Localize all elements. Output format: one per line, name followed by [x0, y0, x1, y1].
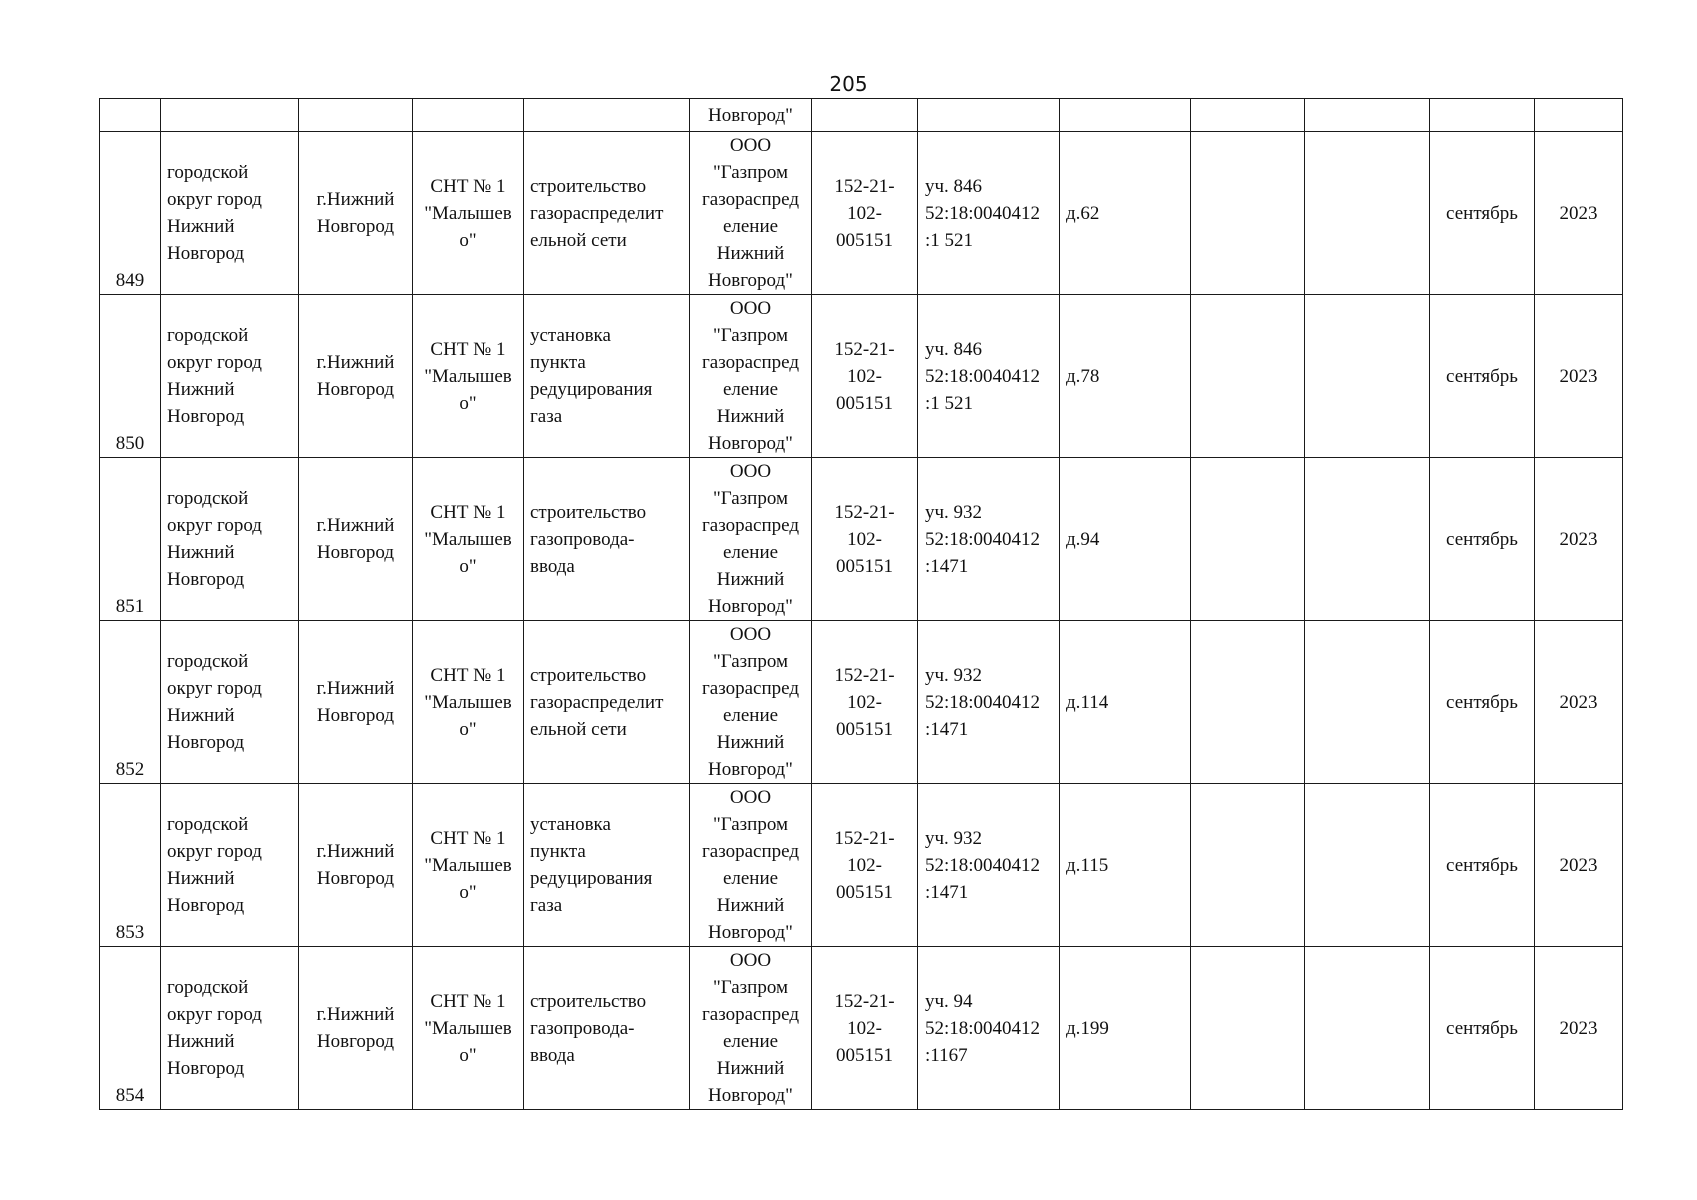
page-number: 205: [829, 72, 868, 96]
cell-code: 152-21- 102- 005151: [812, 458, 918, 621]
cell-month: сентябрь: [1430, 784, 1535, 947]
table-row: [100, 295, 1623, 458]
table-row: [100, 947, 1623, 1110]
cell-city: г.Нижний Новгород: [299, 784, 413, 947]
cell-house: д.94: [1060, 458, 1191, 621]
cell-district: городской округ город Нижний Новгород: [161, 621, 299, 784]
cell-column-10: [1191, 295, 1305, 458]
cell-house: д.62: [1060, 132, 1191, 295]
cell-row-number: 854: [100, 947, 161, 1110]
cell-house: д.115: [1060, 784, 1191, 947]
cell-month: сентябрь: [1430, 132, 1535, 295]
cell-empty: [1430, 99, 1535, 132]
cell-house: д.199: [1060, 947, 1191, 1110]
cell-work-type: строительство газораспределит ельной сети: [524, 132, 690, 295]
table-row: [100, 621, 1623, 784]
cell-house: д.78: [1060, 295, 1191, 458]
cell-empty: [1535, 99, 1623, 132]
cell-cadastre: уч. 932 52:18:0040412 :1471: [918, 458, 1060, 621]
cell-year: 2023: [1535, 621, 1623, 784]
cell-work-type: установка пункта редуцирования газа: [524, 295, 690, 458]
cell-district: городской округ город Нижний Новгород: [161, 784, 299, 947]
cell-empty: [413, 99, 524, 132]
cell-work-type: строительство газораспределит ельной сети: [524, 621, 690, 784]
cell-column-10: [1191, 458, 1305, 621]
cell-row-number: 853: [100, 784, 161, 947]
cell-column-11: [1305, 132, 1430, 295]
continuation-row: [100, 99, 1623, 132]
cell-work-type: строительство газопровода- ввода: [524, 458, 690, 621]
cell-city: г.Нижний Новгород: [299, 295, 413, 458]
cell-code: 152-21- 102- 005151: [812, 784, 918, 947]
cell-work-type: строительство газопровода- ввода: [524, 947, 690, 1110]
cell-organization: ООО "Газпром газораспред еление Нижний Новгород": [690, 295, 812, 458]
table-row: [100, 132, 1623, 295]
cell-snt: СНТ № 1 "Малышев о": [413, 132, 524, 295]
cell-district: городской округ город Нижний Новгород: [161, 295, 299, 458]
cell-city: г.Нижний Новгород: [299, 458, 413, 621]
cell-org-continuation: Новгород": [690, 99, 812, 132]
cell-row-number: 849: [100, 132, 161, 295]
cell-empty: [918, 99, 1060, 132]
cell-cadastre: уч. 932 52:18:0040412 :1471: [918, 784, 1060, 947]
cell-month: сентябрь: [1430, 947, 1535, 1110]
cell-district: городской округ город Нижний Новгород: [161, 458, 299, 621]
cell-empty: [524, 99, 690, 132]
cell-code: 152-21- 102- 005151: [812, 947, 918, 1110]
cell-cadastre: уч. 94 52:18:0040412 :1167: [918, 947, 1060, 1110]
cell-row-number: 851: [100, 458, 161, 621]
cell-empty: [299, 99, 413, 132]
cell-code: 152-21- 102- 005151: [812, 132, 918, 295]
cell-organization: ООО "Газпром газораспред еление Нижний Новгород": [690, 458, 812, 621]
cell-snt: СНТ № 1 "Малышев о": [413, 458, 524, 621]
cell-column-11: [1305, 295, 1430, 458]
cell-snt: СНТ № 1 "Малышев о": [413, 295, 524, 458]
cell-empty: [812, 99, 918, 132]
cell-cadastre: уч. 846 52:18:0040412 :1 521: [918, 295, 1060, 458]
cell-snt: СНТ № 1 "Малышев о": [413, 784, 524, 947]
cell-organization: ООО "Газпром газораспред еление Нижний Новгород": [690, 947, 812, 1110]
cell-organization: ООО "Газпром газораспред еление Нижний Новгород": [690, 784, 812, 947]
cell-year: 2023: [1535, 132, 1623, 295]
cell-column-10: [1191, 784, 1305, 947]
cell-row-number: 852: [100, 621, 161, 784]
cell-column-10: [1191, 621, 1305, 784]
cell-work-type: установка пункта редуцирования газа: [524, 784, 690, 947]
cell-row-number: 850: [100, 295, 161, 458]
cell-month: сентябрь: [1430, 295, 1535, 458]
table-row: [100, 784, 1623, 947]
cell-empty: [1191, 99, 1305, 132]
cell-empty: [161, 99, 299, 132]
cell-organization: ООО "Газпром газораспред еление Нижний Новгород": [690, 621, 812, 784]
cell-column-11: [1305, 784, 1430, 947]
cell-empty: [1305, 99, 1430, 132]
cell-organization: ООО "Газпром газораспред еление Нижний Новгород": [690, 132, 812, 295]
cell-column-11: [1305, 458, 1430, 621]
cell-code: 152-21- 102- 005151: [812, 621, 918, 784]
cell-column-10: [1191, 947, 1305, 1110]
cell-snt: СНТ № 1 "Малышев о": [413, 621, 524, 784]
cell-district: городской округ город Нижний Новгород: [161, 132, 299, 295]
cell-district: городской округ город Нижний Новгород: [161, 947, 299, 1110]
cell-year: 2023: [1535, 947, 1623, 1110]
cell-city: г.Нижний Новгород: [299, 621, 413, 784]
cell-year: 2023: [1535, 458, 1623, 621]
table-row: [100, 458, 1623, 621]
cell-city: г.Нижний Новгород: [299, 132, 413, 295]
cell-cadastre: уч. 846 52:18:0040412 :1 521: [918, 132, 1060, 295]
works-table: [99, 98, 1623, 1110]
cell-year: 2023: [1535, 784, 1623, 947]
cell-snt: СНТ № 1 "Малышев о": [413, 947, 524, 1110]
cell-month: сентябрь: [1430, 458, 1535, 621]
cell-empty: [100, 99, 161, 132]
cell-cadastre: уч. 932 52:18:0040412 :1471: [918, 621, 1060, 784]
cell-code: 152-21- 102- 005151: [812, 295, 918, 458]
cell-column-11: [1305, 621, 1430, 784]
cell-empty: [1060, 99, 1191, 132]
cell-month: сентябрь: [1430, 621, 1535, 784]
cell-column-10: [1191, 132, 1305, 295]
cell-year: 2023: [1535, 295, 1623, 458]
cell-column-11: [1305, 947, 1430, 1110]
cell-house: д.114: [1060, 621, 1191, 784]
cell-city: г.Нижний Новгород: [299, 947, 413, 1110]
